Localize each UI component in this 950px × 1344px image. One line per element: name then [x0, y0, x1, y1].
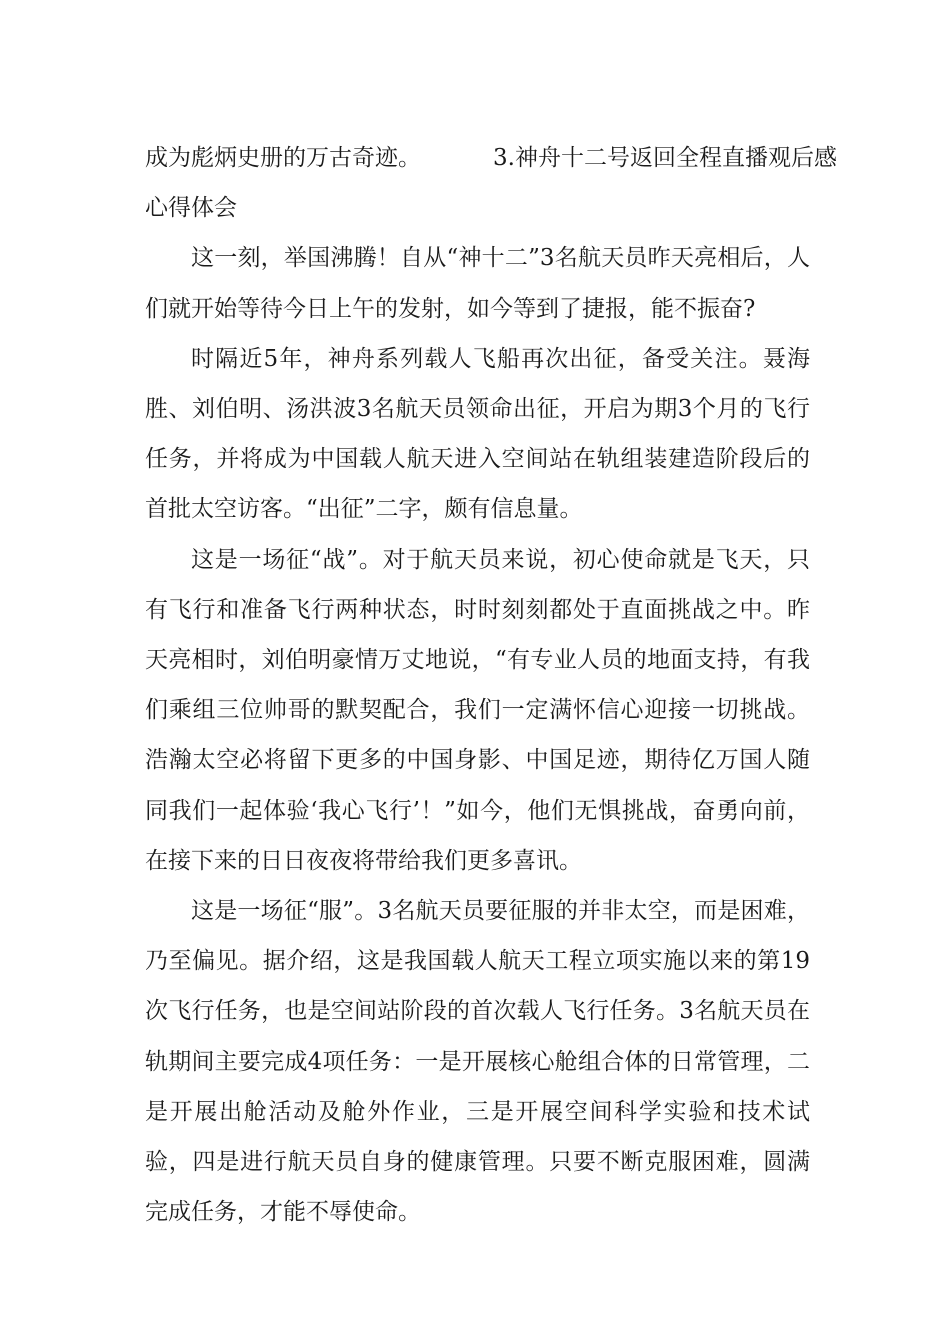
- paragraph-2: 时隔近5年，神舟系列载人飞船再次出征，备受关注。聂海胜、刘伯明、汤洪波3名航天员领命出征，开启为期3个月的飞行任务，并将成为中国载人航天进入空间站在轨组装建造阶段后的首批太空访客。“出征”二字，颇有信息量。: [145, 345, 810, 523]
- paragraph-4: 这是一场征“服”。3名航天员要征服的并非太空，而是困难，乃至偏见。据介绍，这是我国载人航天工程立项实施以来的第19次飞行任务，也是空间站阶段的首次载人飞行任务。3名航天员在轨期间主要完成4项任务：一是开展核心舱组合体的日常管理，二是开展出舱活动及舱外作业，三是开展空间科学实验和技术试验，四是进行航天员自身的健康管理。只要不断克服困难，圆满完成任务，才能不辱使命。: [145, 898, 810, 1226]
- paragraph-3: 这是一场征“战”。对于航天员来说，初心使命就是飞天，只有飞行和准备飞行两种状态，时时刻刻都处于直面挑战之中。昨天亮相时，刘伯明豪情万丈地说，“有专业人员的地面支持，有我们乘组三位帅哥的默契配合，我们一定满怀信心迎接一切挑战。浩瀚太空必将留下更多的中国身影、中国足迹，期待亿万国人随同我们一起体验‘我心飞行’！”如今，他们无惧挑战，奋勇向前，在接下来的日日夜夜将带给我们更多喜讯。: [145, 546, 810, 874]
- paragraph-1: 这一刻，举国沸腾！自从“神十二”3名航天员昨天亮相后，人们就开始等待今日上午的发射，如今等到了捷报，能不振奋?: [145, 245, 810, 322]
- lead-line: [145, 133, 837, 183]
- section-heading: 3.神舟十二号返回全程直播观后感: [493, 145, 837, 171]
- lead-sentence-end: 成为彪炳史册的万古奇迹。: [145, 145, 421, 171]
- section-heading-continued: 心得体会: [145, 195, 237, 222]
- document-body: [145, 133, 837, 1237]
